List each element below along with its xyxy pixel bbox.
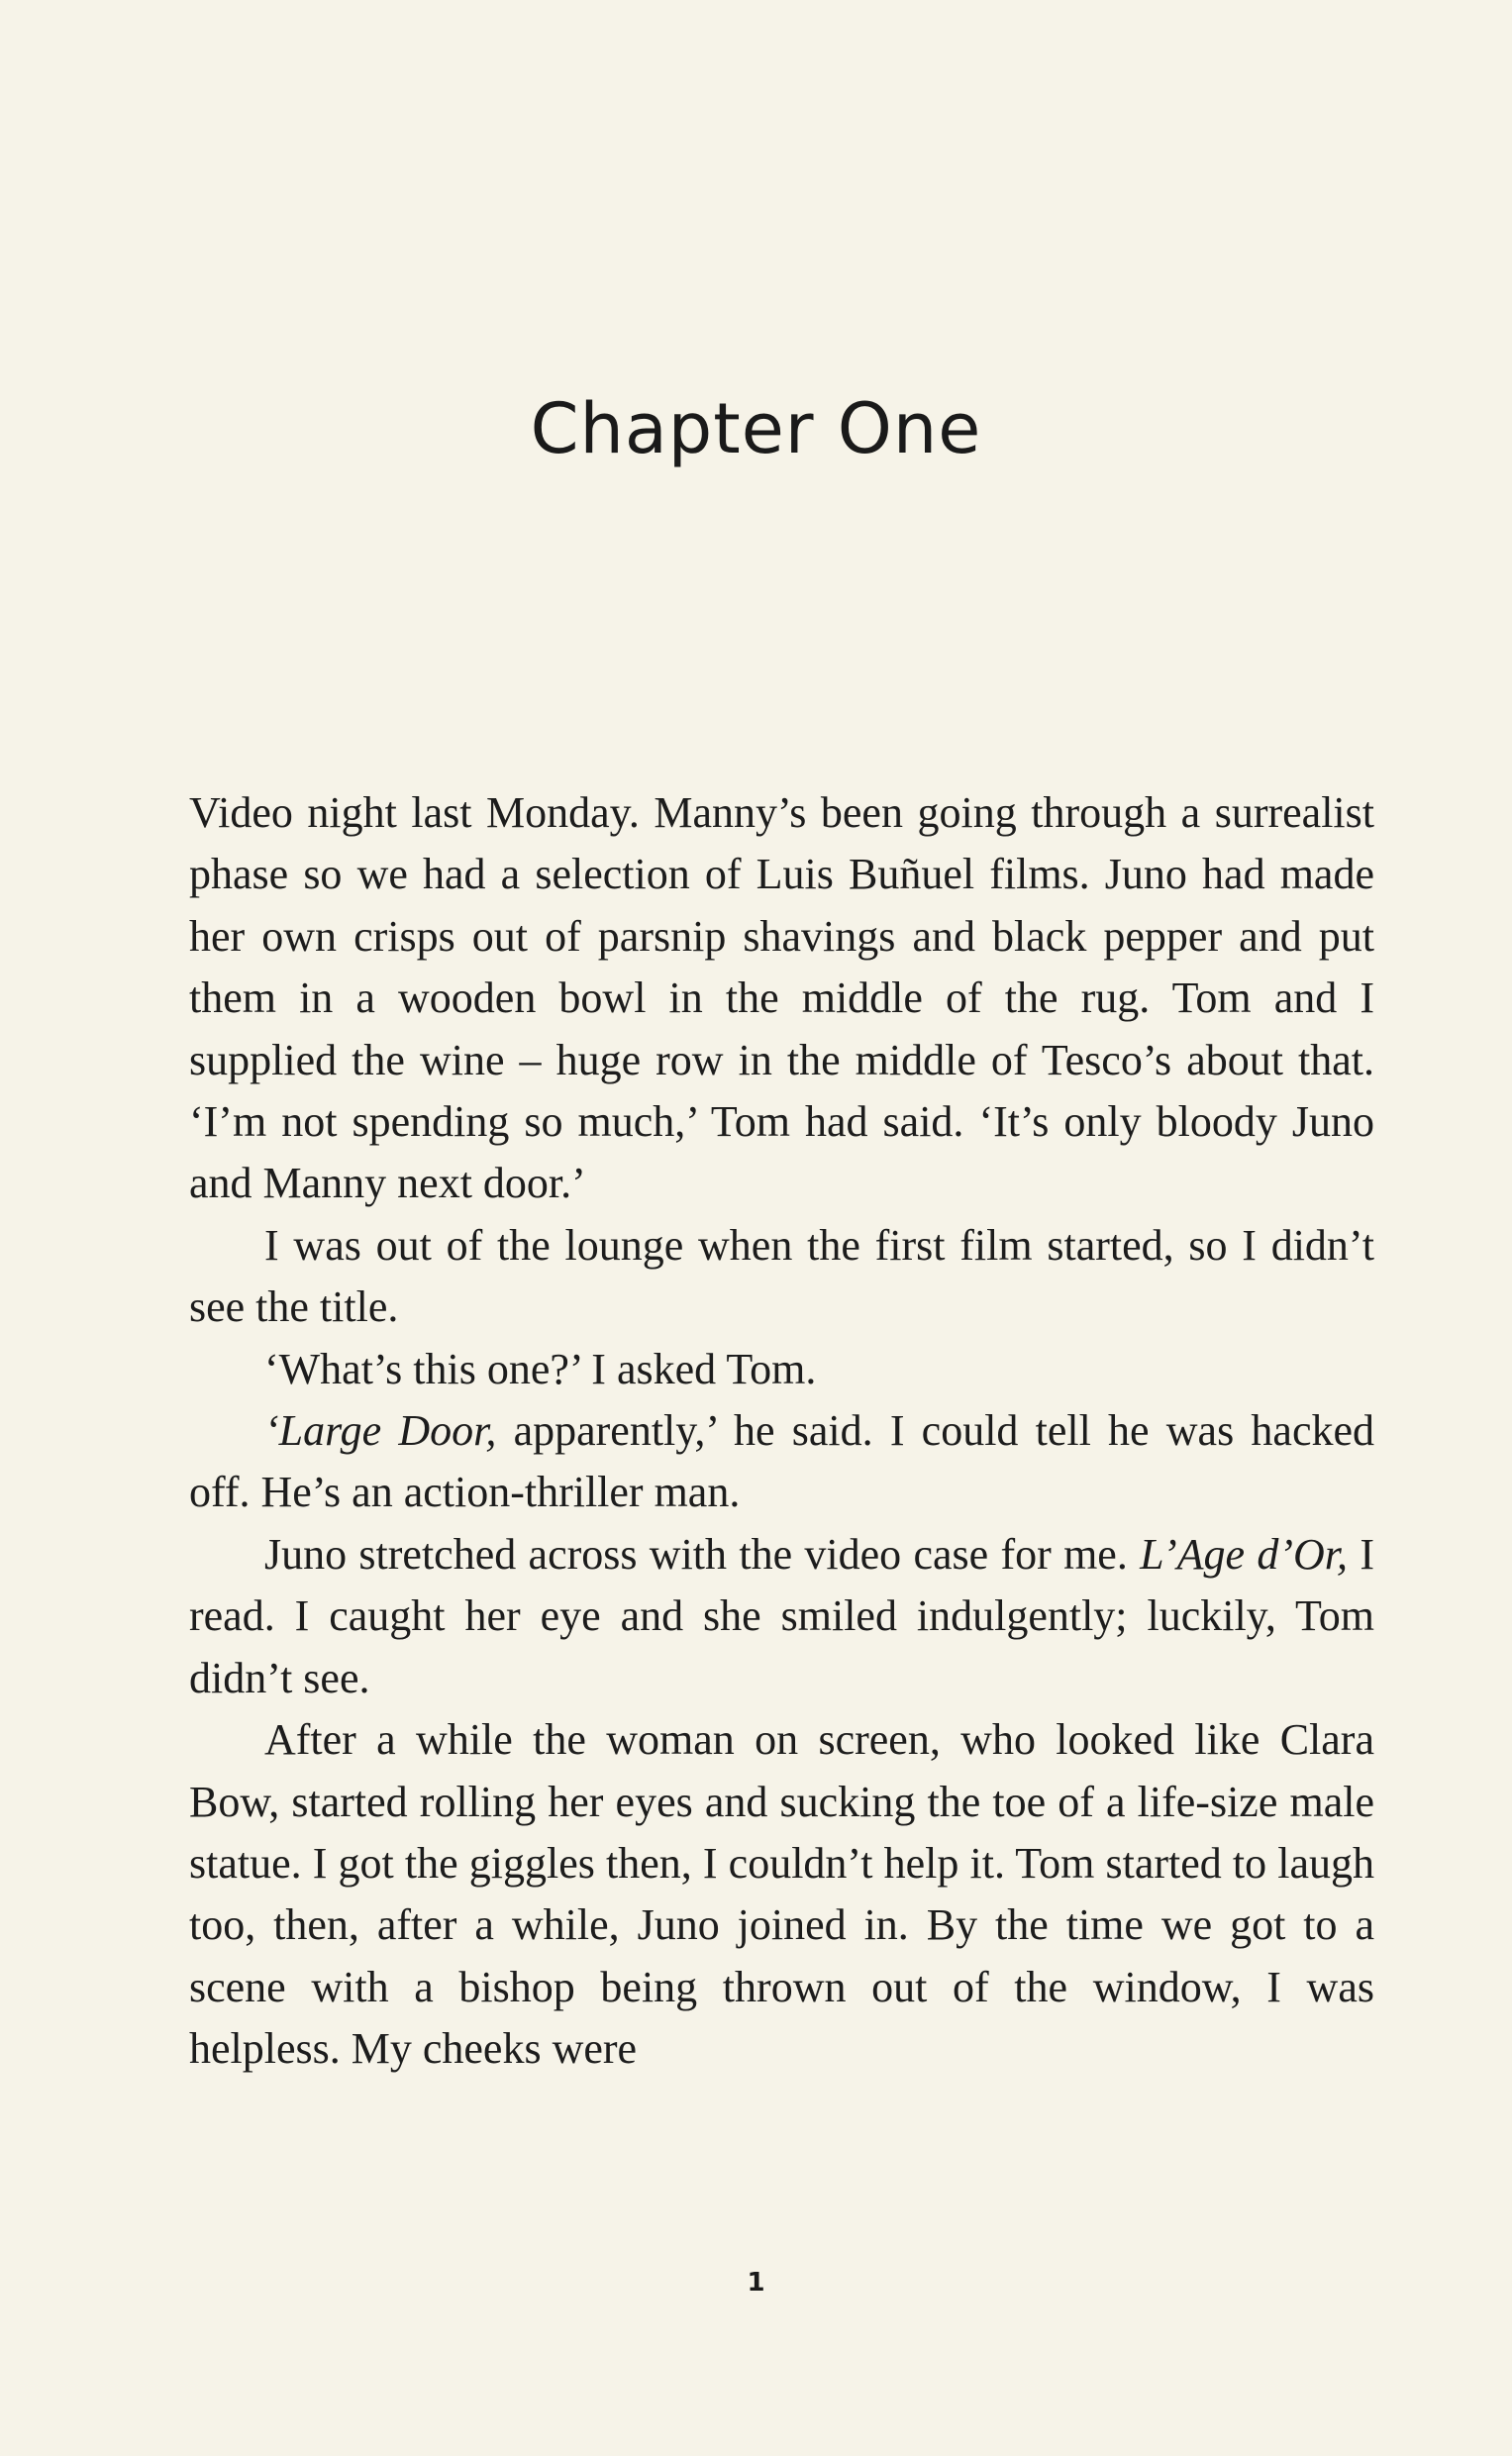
- italic-title: L’Age d’Or,: [1140, 1529, 1349, 1579]
- chapter-title: Chapter One: [530, 388, 982, 469]
- paragraph: [189, 1709, 1374, 2080]
- paragraph: [189, 1339, 1374, 1400]
- paragraph-text: apparently,’ he said. I could tell he was hacked off. He’s an action-thriller man.: [189, 1406, 1374, 1517]
- paragraph-text: After a while the woman on screen, who looked like Clara Bow, started rolling her eyes and sucking the toe of a life-size male statue. I got the giggles then, I couldn’t help it. Tom started to laugh too, then, after a while, Juno joined in. By the time we got to a scene with a bishop being thrown out of the window, I was helpless. My cheeks were: [189, 1715, 1374, 2074]
- page-number: 1: [747, 2268, 765, 2298]
- paragraph-text: Video night last Monday. Manny’s been going through a surrealist phase so we had a selection of Luis Buñuel films. Juno had made her own crisps out of parsnip shavings and black pepper and put them in a wooden bowl in the middle of the rug. Tom and I supplied the wine – huge row in the middle of Tesco’s about that. ‘I’m not spending so much,’ Tom had said. ‘It’s only bloody Juno and Manny next door.’: [189, 788, 1374, 1208]
- paragraph: [189, 1400, 1374, 1524]
- paragraph: [189, 782, 1374, 1215]
- paragraph-text: ‘What’s this one?’ I asked Tom.: [264, 1344, 817, 1393]
- chapter-body: [189, 782, 1374, 2081]
- paragraph: [189, 1215, 1374, 1339]
- paragraph-text: I read. I caught her eye and she smiled indulgently; luckily, Tom didn’t see.: [189, 1529, 1375, 1702]
- paragraph: [189, 1524, 1374, 1709]
- paragraph-text: I was out of the lounge when the first film started, so I didn’t see the title.: [189, 1220, 1374, 1332]
- italic-title: ‘Large Door,: [264, 1406, 497, 1456]
- paragraph-text: Juno stretched across with the video case for me.: [264, 1529, 1141, 1579]
